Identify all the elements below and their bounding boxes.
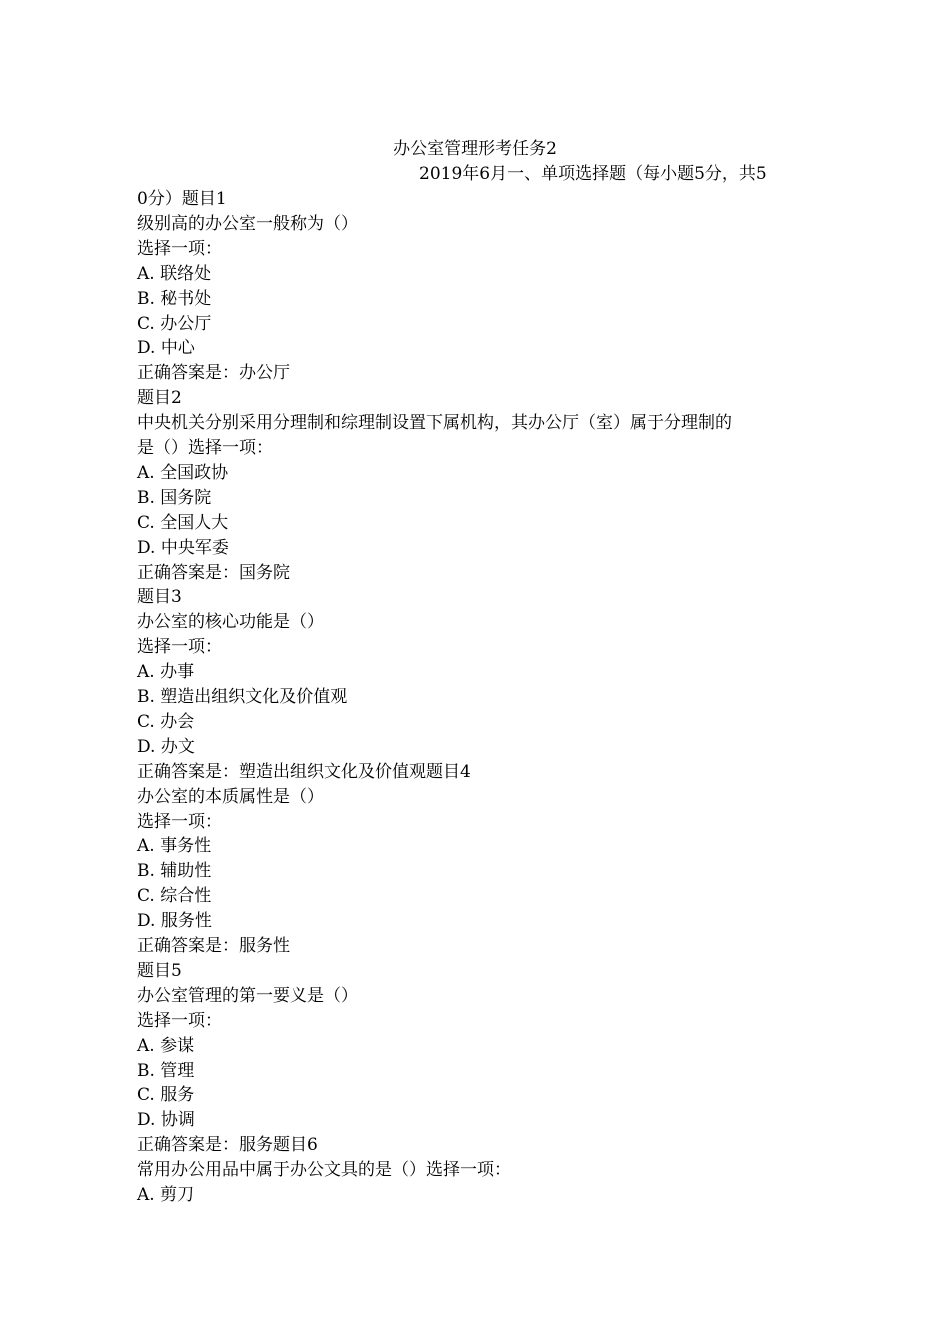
text-line: 正确答案是：办公厅: [137, 363, 290, 384]
text-line: C. 综合性: [137, 886, 212, 907]
text-line: 办公室的核心功能是（）: [137, 612, 324, 633]
text-line: 选择一项：: [137, 1010, 222, 1031]
text-line: 0分）题目1: [137, 189, 227, 209]
text-line: D. 中央军委: [137, 537, 229, 558]
text-line: 常用办公用品中属于办公文具的是（）选择一项：: [137, 1160, 511, 1181]
text-line: C. 全国人大: [137, 512, 229, 533]
text-line: D. 服务性: [137, 911, 212, 932]
text-line: 级别高的办公室一般称为（）: [137, 213, 358, 234]
text-line: C. 办公厅: [137, 313, 212, 334]
text-line: C. 办会: [137, 711, 195, 732]
text-line: 题目3: [137, 587, 182, 608]
text-line: 正确答案是：服务性: [137, 936, 290, 956]
text-line: 选择一项：: [137, 238, 222, 259]
text-line: 是（）选择一项：: [137, 438, 273, 458]
text-line: 选择一项：: [137, 811, 222, 832]
text-line: A. 参谋: [137, 1035, 195, 1056]
text-line: A. 事务性: [137, 836, 212, 857]
text-line: B. 国务院: [137, 487, 212, 508]
text-line: 题目5: [137, 960, 182, 981]
text-line: A. 剪刀: [137, 1185, 195, 1205]
text-line: 题目2: [137, 388, 182, 409]
text-line: D. 中心: [137, 338, 195, 359]
document-subtitle: 2019年6月一、单项选择题（每小题5分，共5: [419, 164, 767, 184]
text-line: B. 秘书处: [137, 288, 212, 309]
text-line: 正确答案是：服务题目6: [137, 1135, 318, 1156]
text-line: B. 塑造出组织文化及价值观: [137, 687, 348, 707]
document-title: 办公室管理形考任务2: [393, 139, 557, 159]
text-line: A. 全国政协: [137, 462, 229, 483]
text-line: 选择一项：: [137, 637, 222, 658]
text-line: 正确答案是：国务院: [137, 562, 290, 583]
text-line: 正确答案是：塑造出组织文化及价值观题目4: [137, 761, 471, 782]
text-line: D. 协调: [137, 1110, 195, 1131]
text-line: A. 联络处: [137, 263, 212, 284]
text-line: B. 辅助性: [137, 861, 212, 882]
text-line: 中央机关分别采用分理制和综理制设置下属机构，其办公厅（室）属于分理制的: [137, 413, 732, 434]
text-line: 办公室管理的第一要义是（）: [137, 985, 358, 1006]
text-line: A. 办事: [137, 662, 195, 683]
text-line: 办公室的本质属性是（）: [137, 786, 324, 807]
text-line: B. 管理: [137, 1060, 195, 1081]
text-line: C. 服务: [137, 1085, 195, 1106]
text-line: D. 办文: [137, 736, 195, 757]
